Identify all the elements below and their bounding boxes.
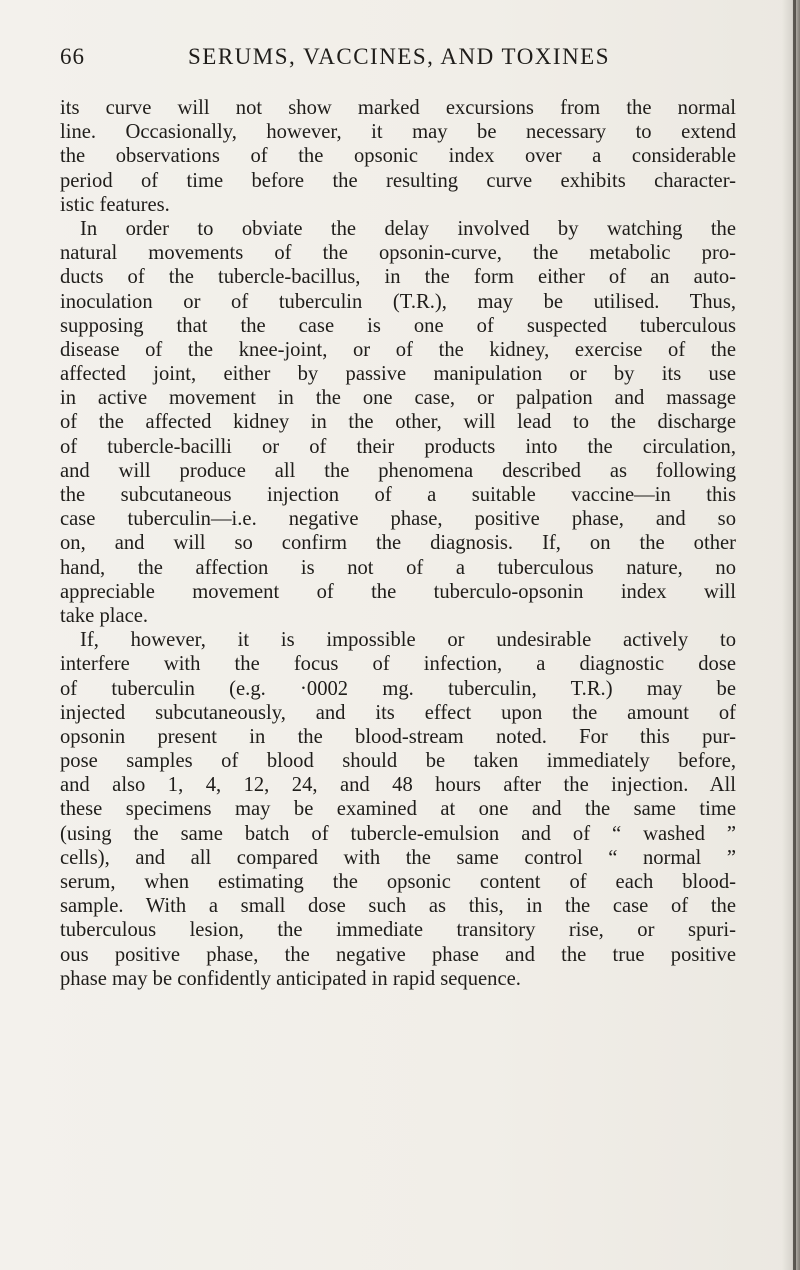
text-line: appreciable movement of the tuberculo-opsonin index will bbox=[60, 580, 736, 603]
text-line: in active movement in the one case, or palpation and massage bbox=[60, 387, 736, 410]
text-line: If, however, it is impossible or undesirable actively to bbox=[80, 629, 736, 652]
text-line: the observations of the opsonic index over a considerable bbox=[60, 145, 736, 168]
text-line: sample. With a small dose such as this, in the case of the bbox=[60, 895, 736, 918]
body-text bbox=[60, 96, 736, 991]
text-line: ous positive phase, the negative phase and the true positive bbox=[60, 943, 736, 966]
text-line: istic features. bbox=[60, 193, 170, 216]
text-line: natural movements of the opsonin-curve, the metabolic pro- bbox=[60, 242, 736, 265]
page-number: 66 bbox=[60, 44, 85, 69]
text-line: ducts of the tubercle-bacillus, in the form either of an auto- bbox=[60, 266, 736, 289]
text-line: interfere with the focus of infection, a diagnostic dose bbox=[60, 653, 736, 676]
text-line: opsonin present in the blood-stream noted. For this pur- bbox=[60, 725, 736, 748]
running-title: SERUMS, VACCINES, AND TOXINES bbox=[188, 44, 611, 69]
running-head bbox=[60, 44, 760, 78]
text-line: hand, the affection is not of a tuberculous nature, no bbox=[60, 556, 736, 579]
text-line: phase may be confidently anticipated in rapid sequence. bbox=[60, 967, 521, 990]
page-edge-line bbox=[793, 0, 796, 1270]
text-line: of the affected kidney in the other, will lead to the discharge bbox=[60, 411, 736, 434]
text-line: the subcutaneous injection of a suitable vaccine—in this bbox=[60, 484, 736, 506]
text-line: case tuberculin—i.e. negative phase, positive phase, and so bbox=[60, 508, 736, 531]
page-edge-shadow bbox=[782, 0, 800, 1270]
text-line: injected subcutaneously, and its effect upon the amount of bbox=[60, 701, 736, 724]
text-line: pose samples of blood should be taken immediately before, bbox=[60, 750, 736, 773]
text-line: take place. bbox=[60, 604, 149, 627]
text-line: cells), and all compared with the same control “ normal ” bbox=[60, 846, 736, 869]
text-line: period of time before the resulting curve exhibits character- bbox=[60, 169, 736, 192]
text-line: and will produce all the phenomena described as following bbox=[60, 459, 736, 482]
text-line: of tubercle-bacilli or of their products into the circulation, bbox=[60, 435, 736, 458]
text-line: and also 1, 4, 12, 24, and 48 hours after the injection. All bbox=[60, 774, 736, 797]
text-line: serum, when estimating the opsonic content of each blood- bbox=[60, 871, 736, 893]
text-line: on, and will so confirm the diagnosis. If, on the other bbox=[60, 532, 736, 555]
text-line: inoculation or of tuberculin (T.R.), may be utilised. Thus, bbox=[60, 290, 736, 313]
text-line: affected joint, either by passive manipulation or by its use bbox=[60, 363, 736, 386]
text-line: disease of the knee-joint, or of the kidney, exercise of the bbox=[60, 338, 736, 361]
text-line: these specimens may be examined at one and the same time bbox=[60, 798, 736, 821]
text-line: line. Occasionally, however, it may be necessary to extend bbox=[60, 121, 736, 144]
text-line: (using the same batch of tubercle-emulsion and of “ washed ” bbox=[60, 822, 736, 845]
text-line: of tuberculin (e.g. ·0002 mg. tuberculin, T.R.) may be bbox=[60, 677, 736, 700]
text-line: its curve will not show marked excursions from the normal bbox=[60, 97, 736, 119]
text-line: tuberculous lesion, the immediate transitory rise, or spuri- bbox=[60, 919, 736, 942]
text-line: In order to obviate the delay involved by watching the bbox=[80, 217, 736, 240]
text-line: supposing that the case is one of suspected tuberculous bbox=[60, 314, 736, 337]
